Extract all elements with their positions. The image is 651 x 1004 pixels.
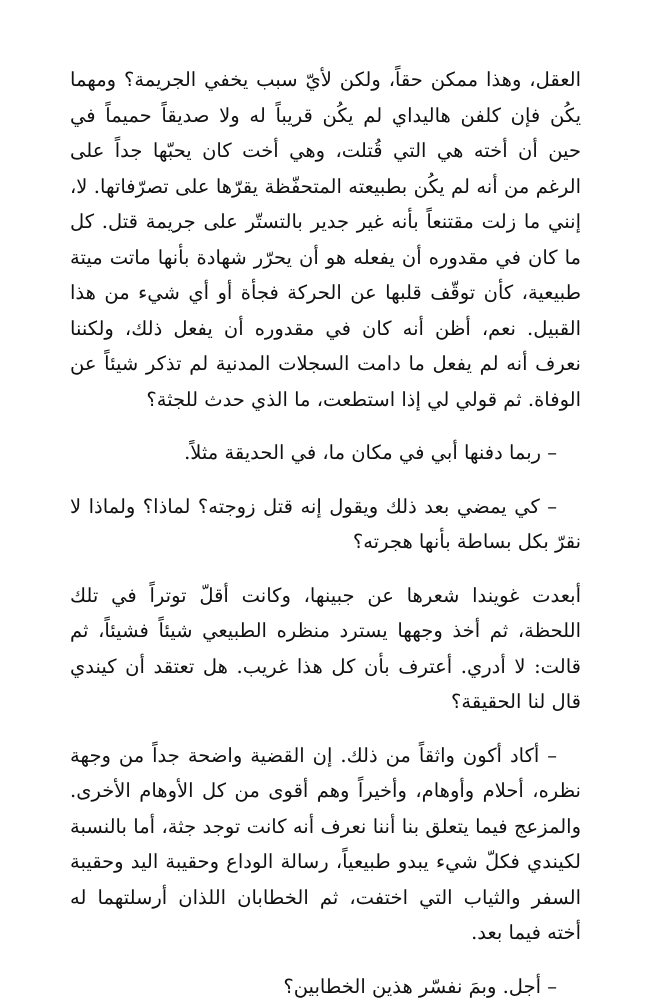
paragraph-dialogue-1: – ربما دفنها أبي في مكان ما، في الحديقة مثلاً. (70, 435, 581, 471)
paragraph-dialogue-2: – كي يمضي بعد ذلك ويقول إنه قتل زوجته؟ لماذا؟ ولماذا لا نقرّ بكل بساطة بأنها هجرته؟ (70, 489, 581, 560)
paragraph-dialogue-4: – أجل. وبمَ نفسّر هذين الخطابين؟ (70, 969, 581, 1004)
paragraph-dialogue-3: – أكاد أكون واثقاً من ذلك. إن القضية واضحة جداً من وجهة نظره، أحلام وأوهام، وأخيراً وهم أقوى من كل الأوهام الأخرى. والمزعج فيما يتعلق بنا أننا نعرف أنه كانت توجد جثة، أما بالنسبة لكيندي فكلّ شيء يبدو طبيعياً، رسالة الوداع وحقيبة اليد وحقيبة السفر والثياب التي اختفت، ثم الخطابان اللذان أرسلتهما له أخته فيما بعد. (70, 738, 581, 951)
paragraph-narration-1: العقل، وهذا ممكن حقاً، ولكن لأيّ سبب يخفي الجريمة؟ ومهما يكُن فإن كلفن هاليداي لم يكُن قريباً له ولا صديقاً حميماً في حين أن أخته هي التي قُتلت، وهي أخت كان يحبّها جداً على الرغم من أنه لم يكُن بطبيعته المتحفّظة يقرّها على تصرّفاتها. لا، إنني ما زلت مقتنعاً بأنه غير جدير بالتستّر على جريمة قتل. كل ما كان في مقدوره أن يفعله هو أن يحرّر شهادة بأنها ماتت ميتة طبيعية، كأن توقّف قلبها عن الحركة فجأة أو أي شيء من هذا القبيل. نعم، أظن أنه كان في مقدوره أن يفعل ذلك، ولكننا نعرف أنه لم يفعل ما دامت السجلات المدنية لم تذكر شيئاً عن الوفاة. ثم قولي لي إذا استطعت، ما الذي حدث للجثة؟ (70, 62, 581, 417)
book-page (70, 62, 581, 980)
paragraph-narration-2: أبعدت غويندا شعرها عن جبينها، وكانت أقلّ توتراً في تلك اللحظة، ثم أخذ وجهها يسترد منظره الطبيعي شيئاً فشيئاً، ثم قالت: لا أدري. أعترف بأن كل هذا غريب. هل تعتقد أن كيندي قال لنا الحقيقة؟ (70, 578, 581, 720)
